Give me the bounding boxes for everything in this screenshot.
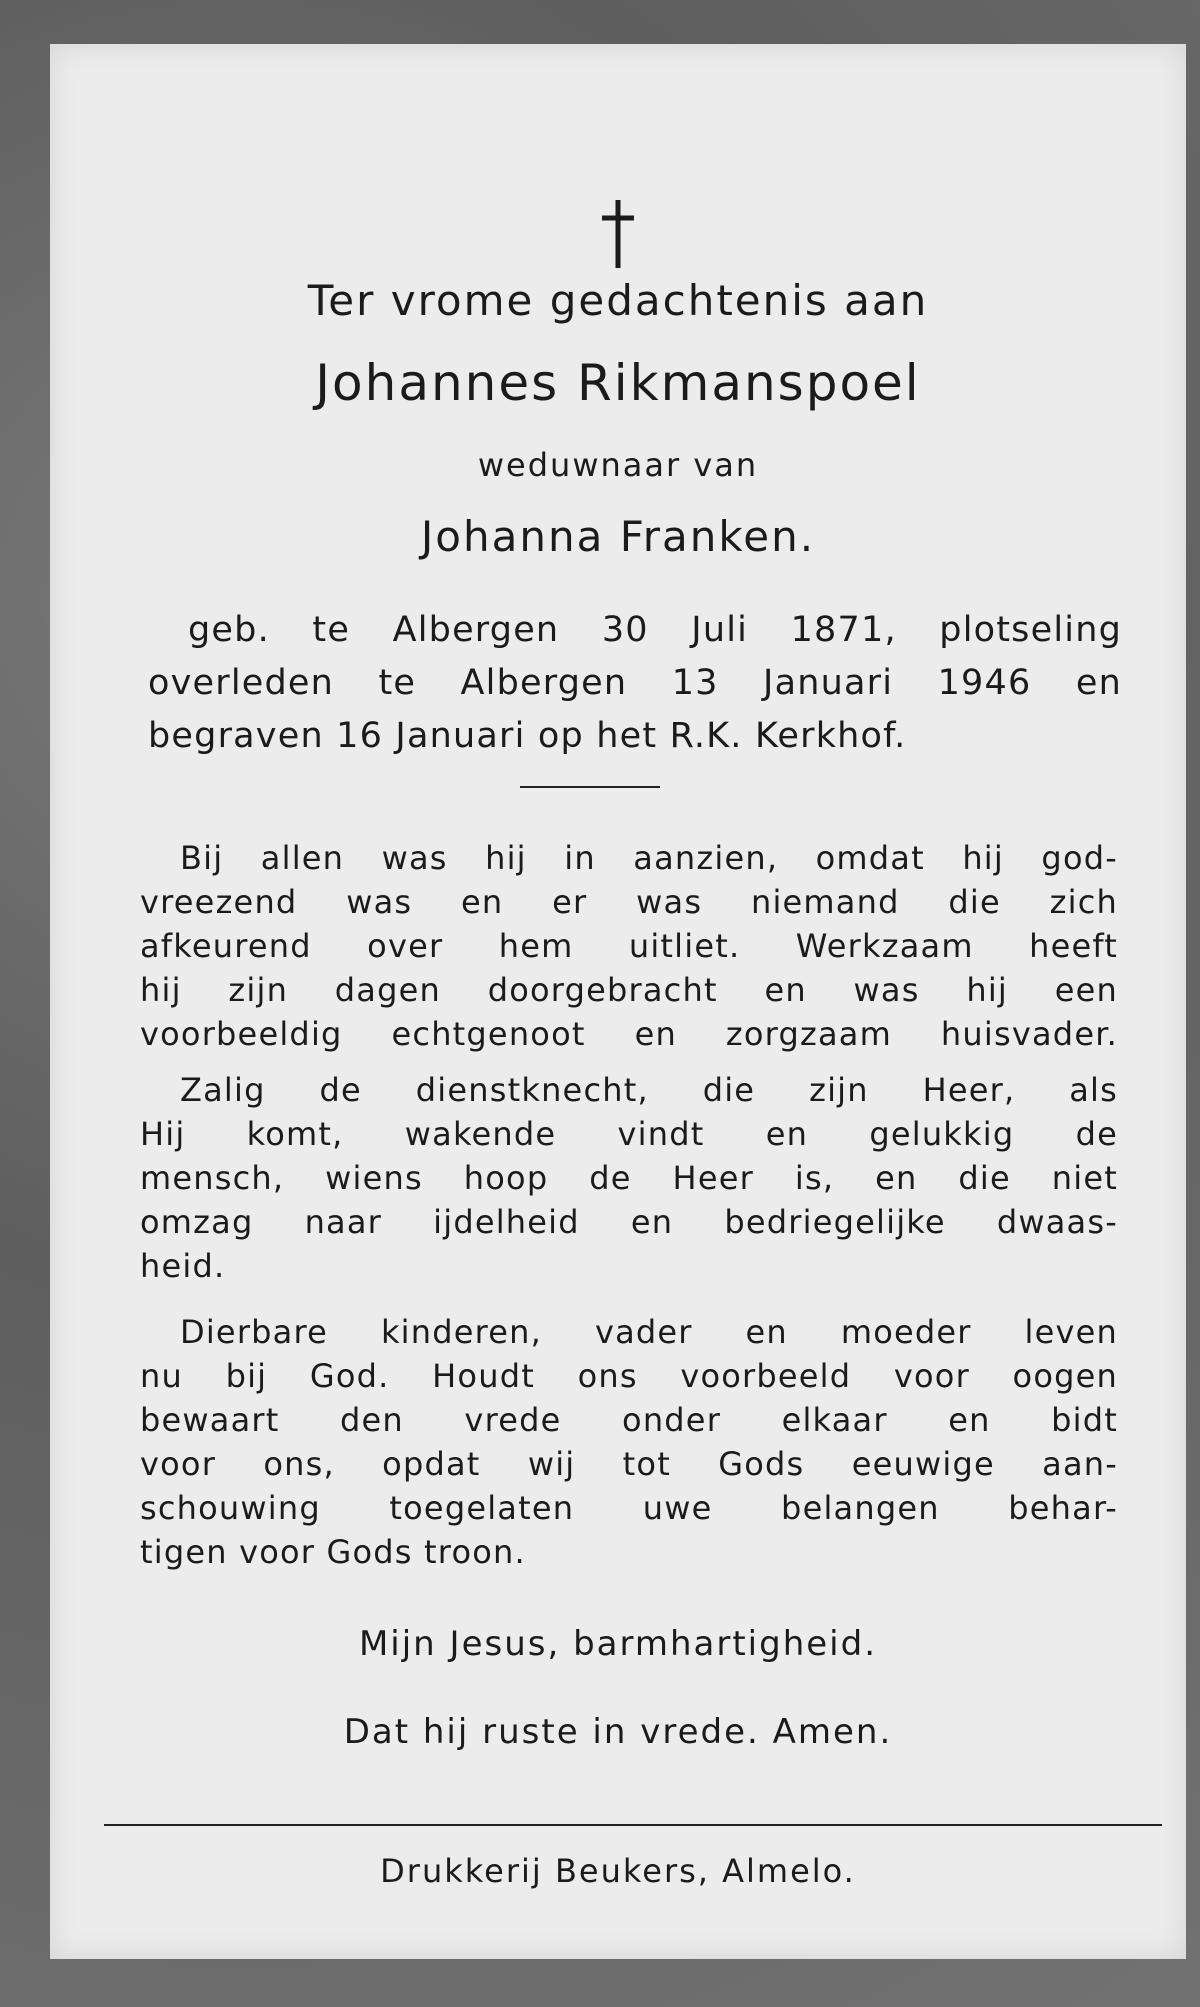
paragraph-2: [140, 1068, 1118, 1288]
paragraph-2-line: omzag naar ijdelheid en bedriegelijke dwaas-: [140, 1203, 1118, 1241]
paragraph-1-line: vreezend was en er was niemand die zich: [140, 883, 1118, 921]
paragraph-3: [140, 1310, 1118, 1574]
paragraph-3-line: voor ons, opdat wij tot Gods eeuwige aan-: [140, 1445, 1118, 1483]
paragraph-1-line: hij zijn dagen doorgebracht en was hij een: [140, 971, 1118, 1009]
paragraph-3-line: bewaart den vrede onder elkaar en bidt: [140, 1401, 1118, 1439]
paragraph-2-line: heid.: [140, 1247, 226, 1285]
paragraph-2-line: Hij komt, wakende vindt en gelukkig de: [140, 1115, 1118, 1153]
paragraph-3-line: schouwing toegelaten uwe belangen behar-: [140, 1489, 1118, 1527]
life-line-1: geb. te Albergen 30 Juli 1871, plotseling: [188, 610, 1122, 650]
life-line-2: overleden te Albergen 13 Januari 1946 en: [148, 663, 1122, 703]
paragraph-2-line: mensch, wiens hoop de Heer is, en die niet: [140, 1159, 1118, 1197]
paragraph-1-line: Bij allen was hij in aanzien, omdat hij god-: [180, 839, 1118, 877]
deceased-name: Johannes Rikmanspoel: [315, 354, 921, 412]
paragraph-2-line: Zalig de dienstknecht, die zijn Heer, als: [180, 1071, 1118, 1109]
memorial-card: [50, 44, 1186, 1959]
paragraph-1-line: voorbeeldig echtgenoot en zorgzaam huisvader.: [140, 1015, 1118, 1053]
printer-credit: Drukkerij Beukers, Almelo.: [380, 1852, 856, 1890]
life-details: [148, 604, 1122, 763]
heading: Ter vrome gedachtenis aan: [307, 276, 929, 325]
closing-line: Dat hij ruste in vrede. Amen.: [343, 1712, 893, 1752]
divider-short: [520, 786, 660, 788]
paragraph-3-line: tigen voor Gods troon.: [140, 1533, 526, 1571]
paragraph-3-line: nu bij God. Houdt ons voorbeeld voor oogen: [140, 1357, 1118, 1395]
relation-text: weduwnaar van: [477, 446, 759, 484]
cross-icon: [588, 194, 648, 274]
life-line-3: begraven 16 Januari op het R.K. Kerkhof.: [148, 716, 907, 756]
paragraph-1: [140, 836, 1118, 1056]
paragraph-1-line: afkeurend over hem uitliet. Werkzaam heeft: [140, 927, 1118, 965]
divider-long: [104, 1824, 1162, 1826]
paragraph-3-line: Dierbare kinderen, vader en moeder leven: [180, 1313, 1118, 1351]
prayer-line: Mijn Jesus, barmhartigheid.: [358, 1624, 878, 1664]
spouse-name: Johanna Franken.: [420, 512, 816, 561]
